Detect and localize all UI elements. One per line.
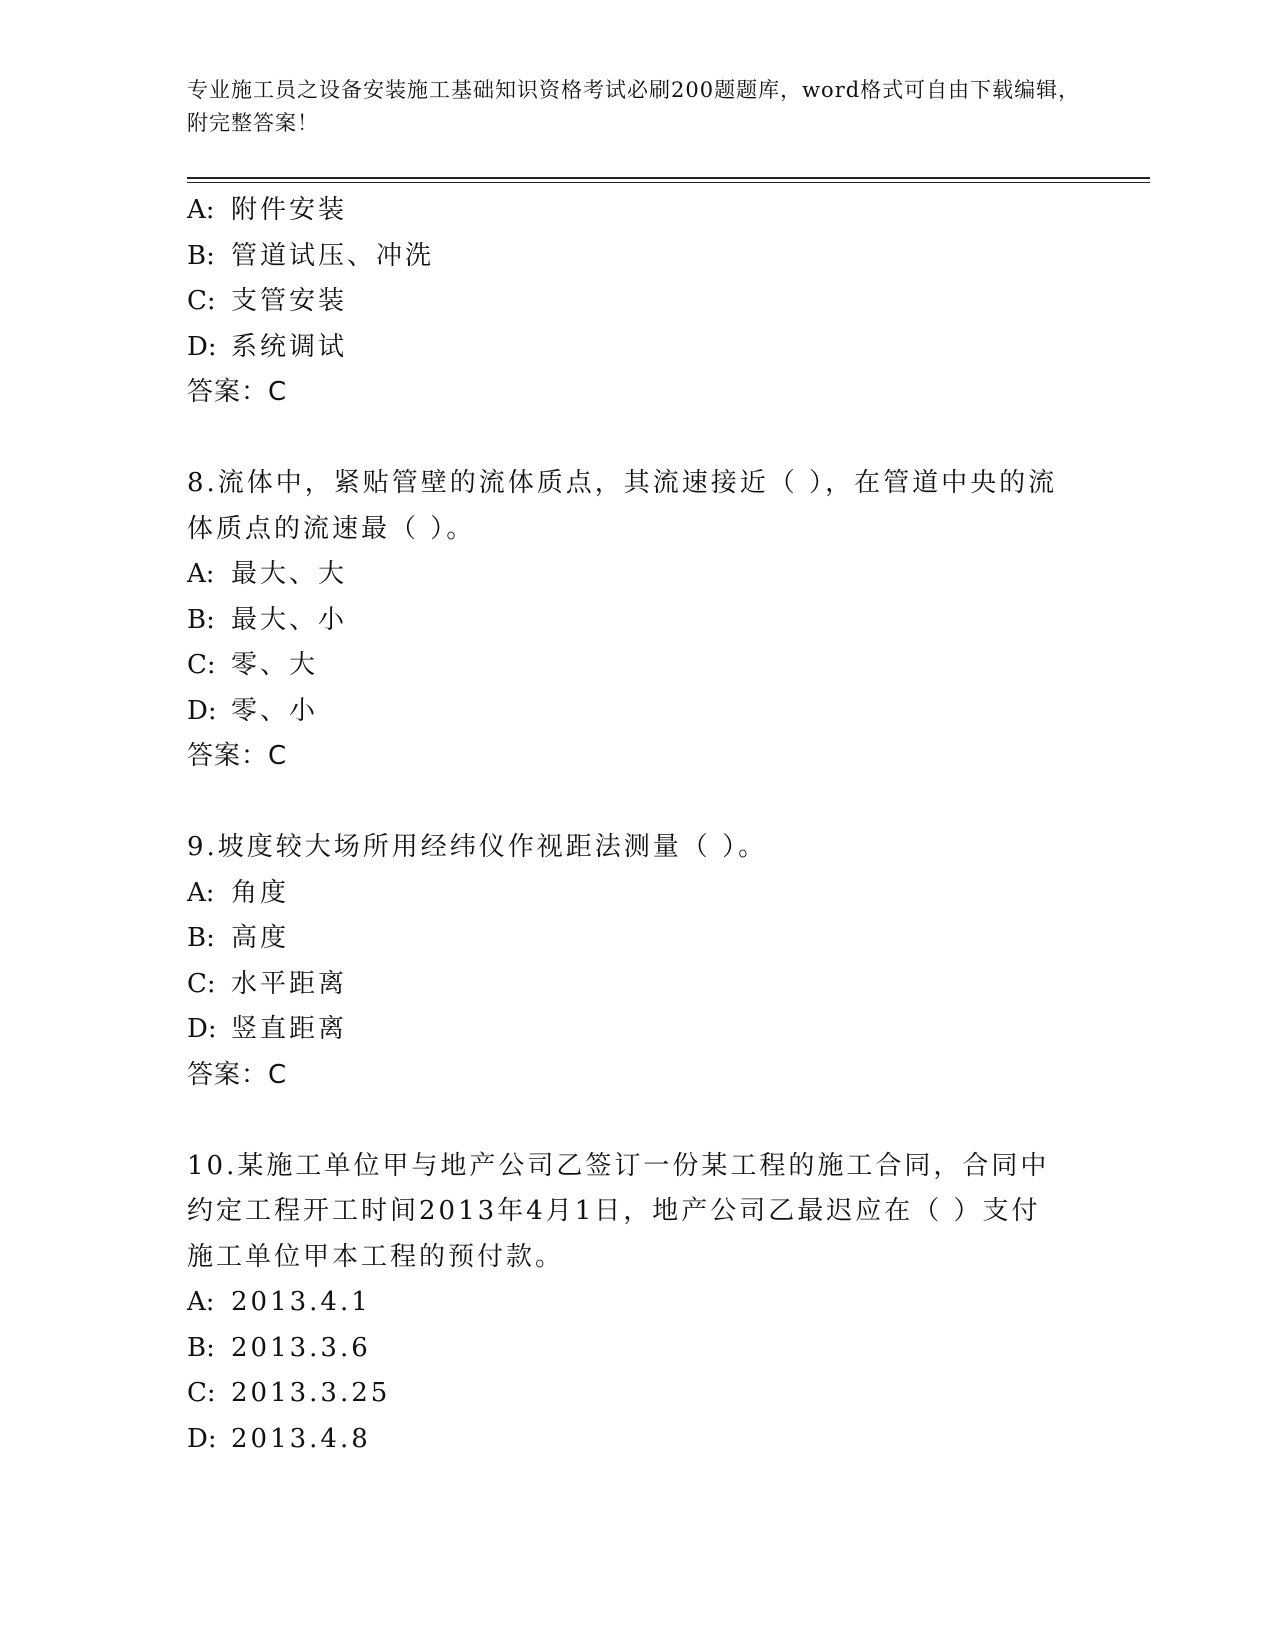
option-d: D: 系统调试 (187, 331, 348, 362)
option-a: A: 附件安装 (187, 195, 348, 225)
option-c: C: 零、大 (187, 650, 319, 680)
answer-line: 答案：C (187, 1059, 288, 1090)
option-a: A: 角度 (187, 877, 290, 908)
question-10 (187, 1144, 1087, 1463)
spacer (187, 1098, 1087, 1144)
option-c: C: 2013.3.25 (187, 1378, 391, 1408)
spacer (187, 780, 1087, 826)
question-9 (187, 825, 1087, 1098)
document-header (187, 74, 1087, 140)
question-text: 10.某施工单位甲与地产公司乙签订一份某工程的施工合同，合同中约定工程开工时间2013年4月1日，地产公司乙最迟应在（ ）支付施工单位甲本工程的预付款。 (187, 1150, 1050, 1272)
option-d: D: 2013.4.8 (187, 1423, 371, 1454)
option-a: A: 最大、大 (187, 559, 348, 589)
option-b: B: 2013.3.6 (187, 1332, 371, 1363)
option-b: B: 最大、小 (187, 604, 348, 635)
question-8 (187, 461, 1087, 780)
document-body (187, 188, 1087, 1462)
answer-line: 答案：C (187, 377, 288, 407)
option-c: C: 水平距离 (187, 968, 348, 999)
option-d: D: 零、小 (187, 695, 319, 726)
answer-line: 答案：C (187, 741, 288, 771)
option-d: D: 竖直距离 (187, 1014, 348, 1044)
question-7-continued (187, 188, 1087, 416)
question-text: 9.坡度较大场所用经纬仪作视距法测量（ ）。 (187, 832, 768, 862)
option-b: B: 高度 (187, 923, 290, 953)
option-c: C: 支管安装 (187, 286, 348, 316)
spacer (187, 416, 1087, 462)
header-title: 专业施工员之设备安装施工基础知识资格考试必刷200题题库，word格式可自由下载编辑，附完整答案！ (187, 78, 1081, 135)
question-text: 8.流体中，紧贴管壁的流体质点，其流速接近（ ），在管道中央的流体质点的流速最（ ）。 (187, 468, 1058, 544)
header-divider-thin (187, 182, 1150, 183)
header-divider-thick (187, 177, 1150, 179)
option-a: A: 2013.4.1 (187, 1287, 371, 1317)
option-b: B: 管道试压、冲洗 (187, 240, 435, 271)
